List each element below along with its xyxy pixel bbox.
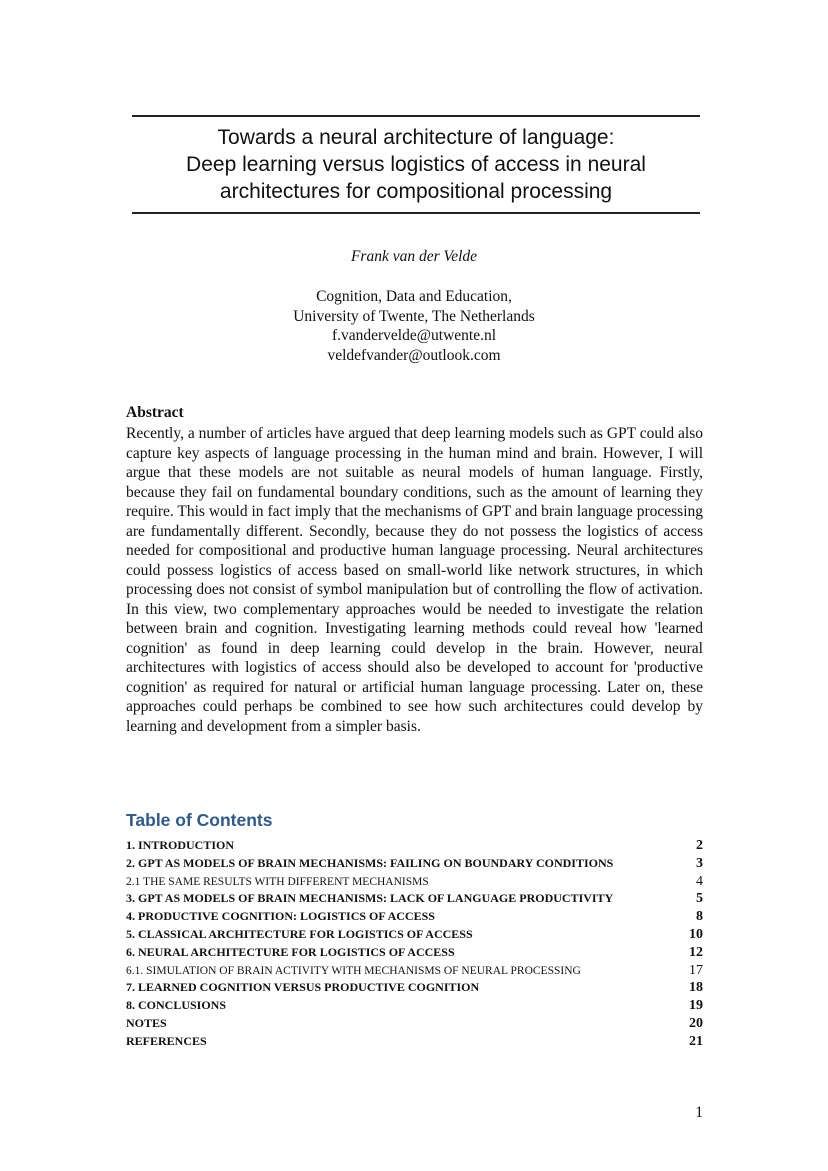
title-top-rule — [132, 115, 700, 117]
toc-entry-label: 8. CONCLUSIONS — [126, 998, 227, 1013]
toc-entry-label: REFERENCES — [126, 1033, 207, 1048]
toc-entry-page: 19 — [689, 998, 703, 1014]
table-of-contents — [126, 838, 703, 1052]
toc-entry-label: 7. LEARNED COGNITION VERSUS PRODUCTIVE COGNITION — [126, 980, 480, 995]
toc-entry-page: 2 — [696, 838, 703, 853]
toc-entry-page: 8 — [696, 909, 703, 925]
affiliation-block — [0, 287, 828, 365]
toc-entry-label: 6. NEURAL ARCHITECTURE FOR LOGISTICS OF ACCESS — [126, 944, 455, 959]
toc-entry[interactable] — [126, 945, 703, 963]
abstract-heading: Abstract — [126, 404, 184, 421]
title-line: Deep learning versus logistics of access in neural — [186, 153, 646, 176]
toc-entry-page: 20 — [689, 1015, 703, 1031]
title-line: architectures for compositional processing — [219, 180, 613, 203]
affiliation-email-alt: veldefvander@outlook.com — [327, 346, 501, 364]
toc-entry-page: 18 — [689, 980, 703, 996]
toc-entry-page: 17 — [689, 962, 703, 978]
affiliation-university: University of Twente, The Netherlands — [293, 307, 535, 325]
toc-entry[interactable] — [126, 838, 703, 856]
abstract-text: Recently, a number of articles have argued that deep learning models such as GPT could also capture key aspects of language processing in the human mind and brain. However, I will argue that these models are not suitable as neural models of human language. Firstly, because they fail on fundamental boundary conditions, such as the amount of learning they require. This would in fact imply that the mechanisms of GPT and brain language processing are fundamentally different. Secondly, because they do not possess the logistics of access needed for compositional and productive human language processing. Neural architectures could possess logistics of access based on small-world like network structures, in which processing does not consist of symbol manipulation but of controlling the flow of activation. In this view, two complementary approaches would be needed to investigate the relation between brain and cognition. Investigating learning methods could reveal how 'learned cognition' as found in deep learning could develop in the brain. However, neural architectures with logistics of access should also be developed to account for 'productive cognition' as required for natural or artificial human language processing. Later on, these approaches could perhaps be combined to see how such architectures could develop by learning and development from a simpler basis. — [126, 425, 703, 735]
toc-entry[interactable] — [126, 1034, 703, 1052]
toc-entry[interactable] — [126, 998, 703, 1016]
toc-entry-label: 1. INTRODUCTION — [126, 838, 235, 852]
toc-entry[interactable] — [126, 980, 703, 998]
toc-heading: Table of Contents — [126, 810, 273, 830]
toc-entry-page: 12 — [689, 944, 703, 960]
toc-entry[interactable] — [126, 909, 703, 927]
toc-entry-label: 2.1 THE SAME RESULTS WITH DIFFERENT MECHANISMS — [126, 875, 429, 888]
toc-entry-label: NOTES — [126, 1015, 167, 1030]
toc-entry-label: 4. PRODUCTIVE COGNITION: LOGISTICS OF ACCESS — [126, 909, 435, 924]
toc-entry[interactable] — [126, 927, 703, 945]
toc-entry[interactable] — [126, 1016, 703, 1034]
toc-entry-label: 5. CLASSICAL ARCHITECTURE FOR LOGISTICS OF ACCESS — [126, 926, 473, 941]
toc-entry-label: 3. GPT AS MODELS OF BRAIN MECHANISMS: LACK OF LANGUAGE PRODUCTIVITY — [126, 891, 614, 906]
toc-entry-label: 2. GPT AS MODELS OF BRAIN MECHANISMS: FAILING ON BOUNDARY CONDITIONS — [126, 855, 614, 870]
title-line: Towards a neural architecture of language: — [217, 126, 615, 149]
toc-entry[interactable] — [126, 963, 703, 981]
paper-title — [132, 124, 700, 205]
affiliation-email: f.vandervelde@utwente.nl — [331, 327, 497, 344]
toc-entry-page: 10 — [689, 926, 703, 942]
affiliation-dept: Cognition, Data and Education, — [316, 288, 512, 305]
page-number: 1 — [695, 1104, 703, 1121]
toc-entry[interactable] — [126, 874, 703, 892]
toc-entry-page: 21 — [689, 1033, 703, 1049]
toc-entry-page: 4 — [696, 873, 703, 889]
toc-entry-page: 3 — [696, 855, 703, 871]
toc-entry-label: 6.1. SIMULATION OF BRAIN ACTIVITY WITH MECHANISMS OF NEURAL PROCESSING — [126, 964, 581, 977]
author-name: Frank van der Velde — [350, 248, 478, 265]
toc-entry-page: 5 — [696, 891, 703, 907]
title-bottom-rule — [132, 212, 700, 214]
toc-entry[interactable] — [126, 891, 703, 909]
toc-entry[interactable] — [126, 856, 703, 874]
